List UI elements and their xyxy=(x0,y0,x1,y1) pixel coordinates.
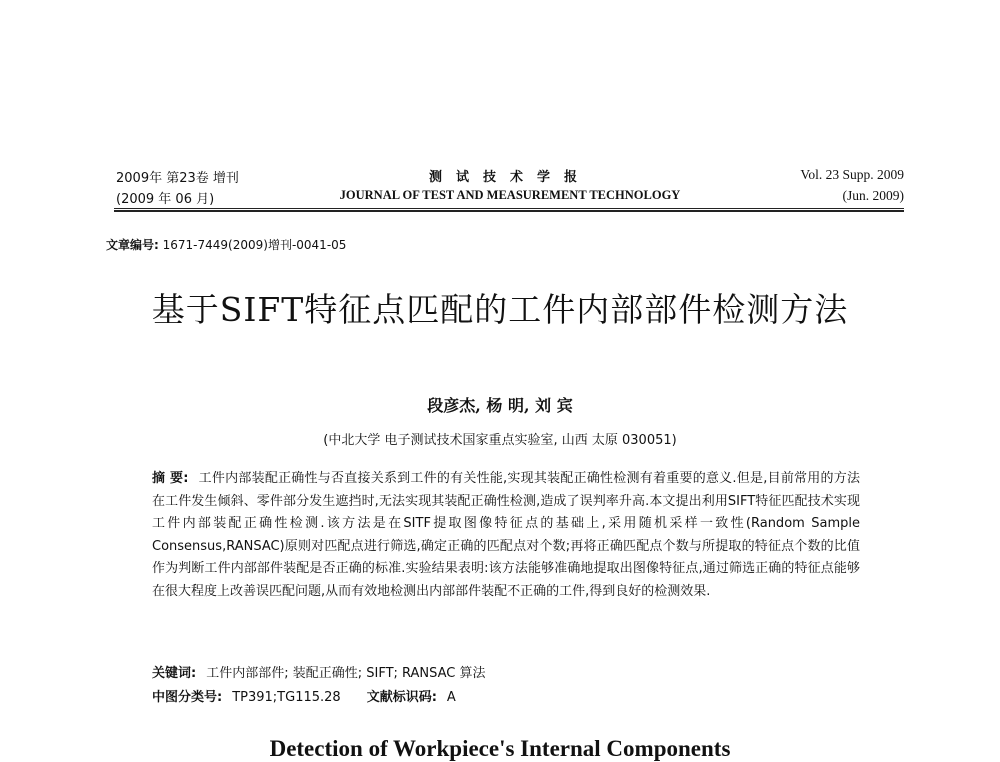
english-title: Detection of Workpiece's Internal Components xyxy=(269,736,731,761)
authors: 段彦杰, 杨 明, 刘 宾 xyxy=(427,396,573,415)
abstract-label: 摘 要: xyxy=(152,471,189,486)
volume-info: Vol. 23 Supp. 2009 xyxy=(800,167,904,182)
doc-code-value: A xyxy=(446,690,456,705)
abstract-text: 工件内部装配正确性与否直接关系到工件的有关性能,实现其装配正确性检测有着重要的意义.但是,目前常用的方法在工件发生倾斜、零件部分发生遮挡时,无法实现其装配正确性检测,造成了误判率升高.本文提出利用SIFT特征匹配技术实现工件内部装配正确性检测.该方法是在SITF提取图像特征点的基础上,采用随机采样一致性(Random Sample Consensus,RANSAC)原则对匹配点进行筛选,确定正确的匹配点对个数;再将正确匹配点个数与所提取的特征点个数的比值作为判断工件内部部件装配是否正确的标准.实验结果表明:该方法能够准确地提取出图像特征点,通过筛选正确的特征点能够在很大程度上改善误匹配问题,从而有效地检测出内部部件装配不正确的工件,得到良好的检测效果. xyxy=(152,471,860,599)
issue-info: 2009年 第23卷 增刊 xyxy=(116,171,239,186)
header-rule-thick xyxy=(114,210,904,212)
journal-name-en: JOURNAL OF TEST AND MEASUREMENT TECHNOLOGY xyxy=(339,188,681,202)
classification-line xyxy=(152,686,860,705)
keywords-label: 关键词: xyxy=(152,666,197,681)
article-number-label: 文章编号: xyxy=(106,238,159,252)
clc-value: TP391;TG115.28 xyxy=(232,690,341,705)
journal-name-cn: 测试技术学报 xyxy=(428,170,591,185)
volume-date: (Jun. 2009) xyxy=(842,188,904,203)
article-number-value: 1671-7449(2009)增刊-0041-05 xyxy=(162,238,347,252)
header-rule-thin xyxy=(114,208,904,209)
paper-title: 基于SIFT特征点匹配的工件内部部件检测方法 xyxy=(151,290,849,329)
keywords xyxy=(152,662,860,681)
journal-header xyxy=(116,162,904,214)
affiliation: (中北大学 电子测试技术国家重点实验室, 山西 太原 030051) xyxy=(323,433,677,448)
article-number xyxy=(106,236,346,253)
keywords-text: 工件内部部件; 装配正确性; SIFT; RANSAC 算法 xyxy=(206,666,486,681)
issue-date: (2009 年 06 月) xyxy=(116,192,215,207)
clc-label: 中图分类号: xyxy=(152,690,223,705)
abstract xyxy=(152,468,860,604)
doc-code-label: 文献标识码: xyxy=(366,690,437,705)
